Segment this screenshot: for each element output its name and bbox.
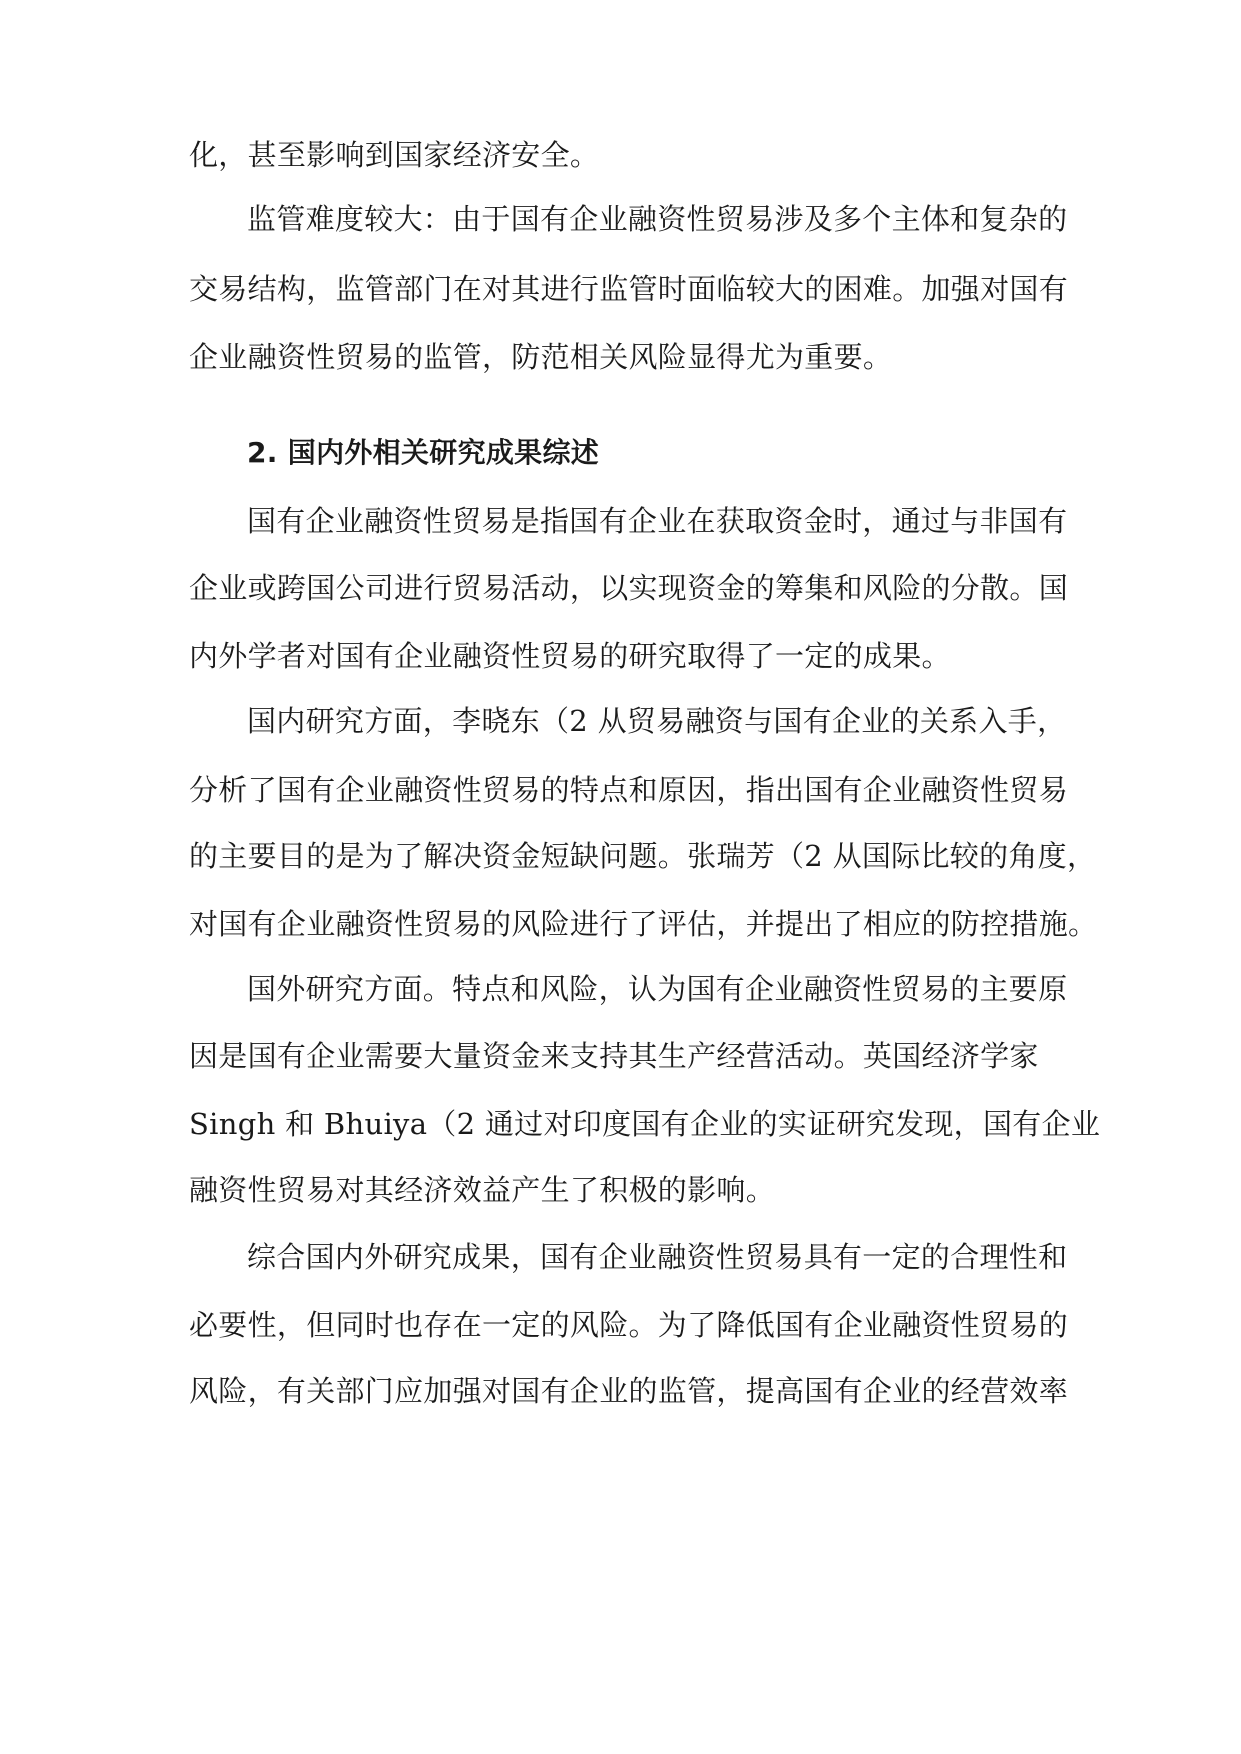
text-line: 分析了国有企业融资性贸易的特点和原因，指出国有企业融资性贸易: [189, 773, 1069, 807]
text-line: 的主要目的是为了解决资金短缺问题。张瑞芳（2 从国际比较的角度，: [189, 839, 1097, 873]
text-line: 企业融资性贸易的监管，防范相关风险显得尤为重要。: [189, 340, 893, 374]
text-line: 国外研究方面。特点和风险，认为国有企业融资性贸易的主要原: [247, 972, 1068, 1006]
text-line: Singh 和 Bhuiya（2 通过对印度国有企业的实证研究发现，国有企业: [189, 1107, 1101, 1141]
text-line: 内外学者对国有企业融资性贸易的研究取得了一定的成果。: [189, 639, 951, 673]
text-line: 交易结构，监管部门在对其进行监管时面临较大的困难。加强对国有: [189, 272, 1069, 306]
text-line: 因是国有企业需要大量资金来支持其生产经营活动。英国经济学家: [189, 1039, 1039, 1073]
text-line: 综合国内外研究成果，国有企业融资性贸易具有一定的合理性和: [247, 1240, 1068, 1274]
text-line: 监管难度较大：由于国有企业融资性贸易涉及多个主体和复杂的: [247, 202, 1068, 236]
text-line: 化，甚至影响到国家经济安全。: [189, 138, 600, 172]
text-line: 企业或跨国公司进行贸易活动，以实现资金的筹集和风险的分散。国: [189, 571, 1069, 605]
text-line: 对国有企业融资性贸易的风险进行了评估，并提出了相应的防控措施。: [189, 907, 1098, 941]
section-heading: 2. 国内外相关研究成果综述: [247, 436, 600, 469]
text-line: 必要性，但同时也存在一定的风险。为了降低国有企业融资性贸易的: [189, 1308, 1069, 1342]
text-line: 国内研究方面，李晓东（2 从贸易融资与国有企业的关系入手，: [247, 704, 1067, 738]
text-line: 国有企业融资性贸易是指国有企业在获取资金时，通过与非国有: [247, 504, 1068, 538]
text-line: 风险，有关部门应加强对国有企业的监管，提高国有企业的经营效率: [189, 1374, 1069, 1408]
text-line: 融资性贸易对其经济效益产生了积极的影响。: [189, 1173, 776, 1207]
